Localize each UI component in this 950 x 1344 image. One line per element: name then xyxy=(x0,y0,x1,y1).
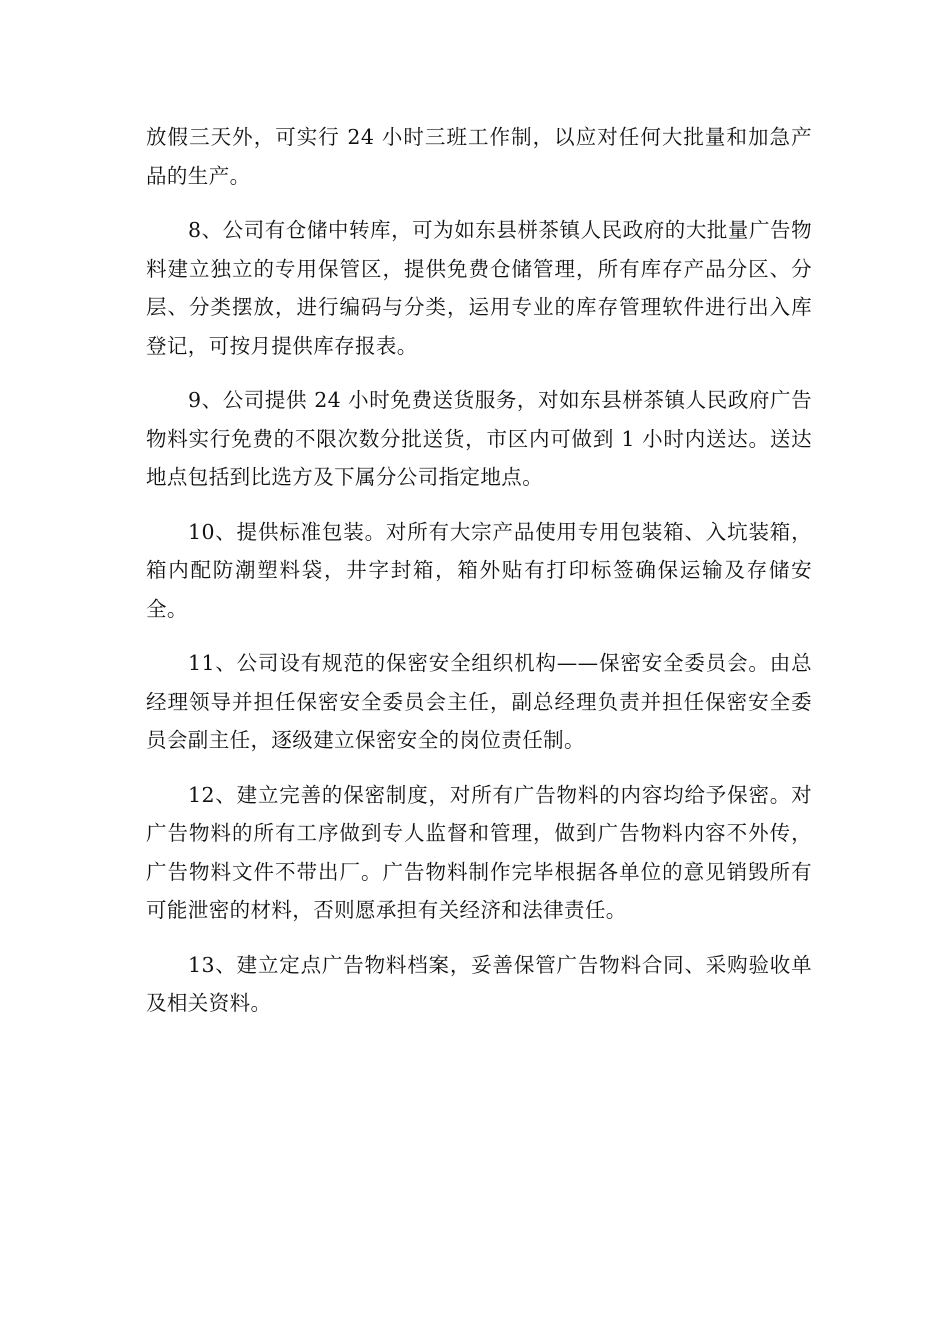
paragraph-item-11: 11、公司设有规范的保密安全组织机构——保密安全委员会。由总经理领导并担任保密安全委员会主任，副总经理负责并担任保密安全委员会副主任，逐级建立保密安全的岗位责任制。 xyxy=(146,651,812,752)
paragraph-item-9: 9、公司提供 24 小时免费送货服务，对如东县栟茶镇人民政府广告物料实行免费的不限次数分批送货，市区内可做到 1 小时内送达。送达地点包括到比选方及下属分公司指定地点。 xyxy=(146,388,812,489)
paragraph-item-10: 10、提供标准包装。对所有大宗产品使用专用包装箱、入坑装箱，箱内配防潮塑料袋，井字封箱，箱外贴有打印标签确保运输及存储安全。 xyxy=(146,519,812,621)
document-body xyxy=(146,118,812,1039)
paragraph-item-8: 8、公司有仓储中转库，可为如东县栟茶镇人民政府的大批量广告物料建立独立的专用保管区，提供免费仓储管理，所有库存产品分区、分层、分类摆放，进行编码与分类，运用专业的库存管理软件进行出入库登记，可按月提供库存报表。 xyxy=(146,218,812,358)
paragraph-continued: 放假三天外，可实行 24 小时三班工作制，以应对任何大批量和加急产品的生产。 xyxy=(146,125,812,188)
paragraph-item-12: 12、建立完善的保密制度，对所有广告物料的内容均给予保密。对广告物料的所有工序做到专人监督和管理，做到广告物料内容不外传，广告物料文件不带出厂。广告物料制作完毕根据各单位的意见销毁所有可能泄密的材料，否则愿承担有关经济和法律责任。 xyxy=(146,782,812,922)
paragraph-item-13: 13、建立定点广告物料档案，妥善保管广告物料合同、采购验收单及相关资料。 xyxy=(146,952,812,1015)
